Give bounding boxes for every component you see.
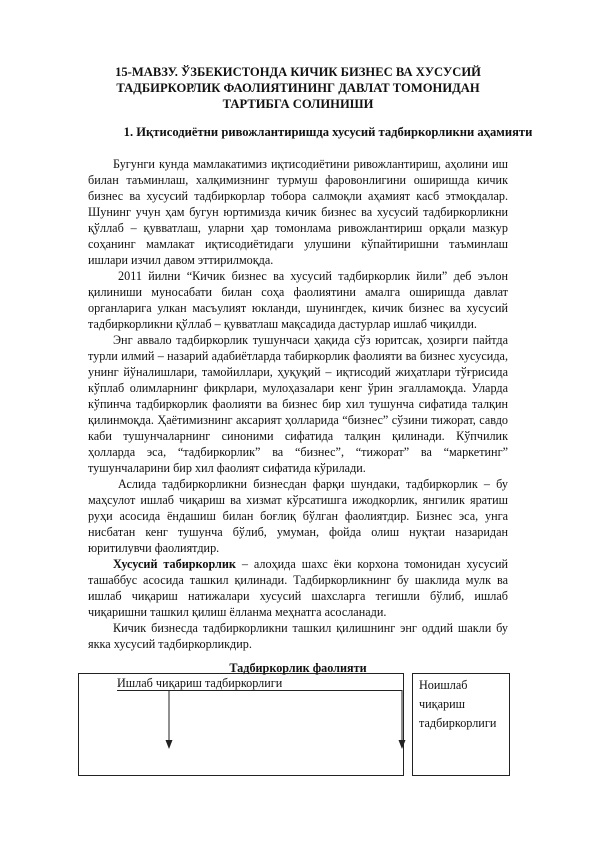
paragraph-3: Энг аввало тадбиркорлик тушунчаси ҳақида сўз юритсак, ҳозирги пайтда турли илмий – назарий адабиётларда табиркорлик фаолияти ва бизнес хусусида, унинг йўналишлари, тамойиллари, ҳуқуқий – иқтисодий жиҳатлари тўғрисида кўплаб олимларнинг фикрлари, мулоҳазалари кенг ўрин эгалламоқда. Уларда кўпинча тадбиркорлик фаолияти ва бизнес бир хил тушунча сифатида талқин қилинмоқда. Ҳаётимизнинг аксарият ҳолларида “бизнес” сўзини тижорат, савдо каби тушунчаларнинг синоними сифатида талқин қилинади. Кўпчилик ҳолларда эса, “тадбиркорлик” ва “бизнес”, “тижорат” ва “маркетинг” тушунчаларини бир хил фаолият сифатида кўрилади.	[88, 333, 508, 475]
diagram-connector-line	[117, 690, 402, 691]
paragraph-4: Аслида тадбиркорликни бизнесдан фарқи шундаки, тадбиркорлик – бу маҳсулот ишлаб чиқариш ва хизмат кўрсатишга ижодкорлик, янгилик яратиш руҳи асосида ёндашиш билан боғлиқ бўлган фаолиятдир. Бизнес эса, унга нисбатан кенг тушунча бўлиб, умуман, фойда олиш нуқтаи назаридан юритилувчи фаолиятдир.	[88, 477, 508, 555]
document-body	[88, 156, 508, 652]
paragraph-6: Кичик бизнесда тадбиркорликни ташкил қилишнинг энг оддий шакли бу якка хусусий тадбиркорликдир.	[88, 621, 508, 651]
diagram-box-non-production	[412, 673, 510, 776]
paragraph-5-text: – алоҳида шахс ёки корхона томонидан хусусий ташаббус асосида ташкил қилинади. Тадбиркорликнинг бу шаклида мулк ва ишлаб чиқариш натижалари хусусий шахсларга тегишли бўлиб, ишлаб чиқаришни ташкил қилиш ёлланма меҳнатга асосланади.	[88, 557, 509, 619]
diagram-box-non-production-label: Ноишлаб чиқариш тадбиркорлиги	[419, 678, 497, 730]
diagram-caption: Тадбиркорлик фаолияти	[229, 661, 367, 675]
paragraph-1: Бугунги кунда мамлакатимиз иқтисодиётини ривожлантириш, аҳолини иш билан таъминлаш, халқимизнинг турмуш фаровонлигини оширишда кичик бизнес ва хусусий тадбиркорлар тобора салмоқли аҳамият касб этмоқдалар. Шунинг учун ҳам бугун юртимизда кичик бизнес ва хусусий тадбиркорликни қўллаб – қувватлаш, уларни ҳар томонлама ривожлантириш орқали мазкур соҳанинг мамлакат иқтисодиётидаги улушини кўпайтиришни таъминлаш ишлари изчил давом эттирилмоқда.	[88, 157, 508, 267]
section-heading: 1. Иқтисодиётни ривожлантиришда хусусий тадбиркорликни аҳамияти	[123, 125, 533, 139]
diagram-box-production	[78, 673, 404, 776]
term-private-entrepreneurship: Хусусий табиркорлик	[113, 557, 236, 571]
paragraph-2: 2011 йилни “Кичик бизнес ва хусусий тадбиркорлик йили” деб эълон қилиниши муносабати билан соҳа фаолиятини амалга оширишда давлат органларига улкан масъулият юкланди, шунингдек, кичик бизнес ва хусусий тадбиркорликни қўллаб – қувватлаш мақсадида дастурлар ишлаб чиқилди.	[88, 269, 508, 331]
down-arrow-icon	[397, 690, 407, 750]
document-title: 15-МАВЗУ. ЎЗБЕКИСТОНДА КИЧИК БИЗНЕС ВА ХУСУСИЙ ТАДБИРКОРЛИК ФАОЛИЯТИНИНГ ДАВЛАТ ТОМОНИДАН ТАРТИБГА СОЛИНИШИ	[115, 65, 481, 111]
paragraph-5	[88, 556, 508, 620]
down-arrow-icon	[164, 690, 174, 750]
diagram-box-production-label: Ишлаб чиқариш тадбиркорлиги	[117, 676, 283, 690]
